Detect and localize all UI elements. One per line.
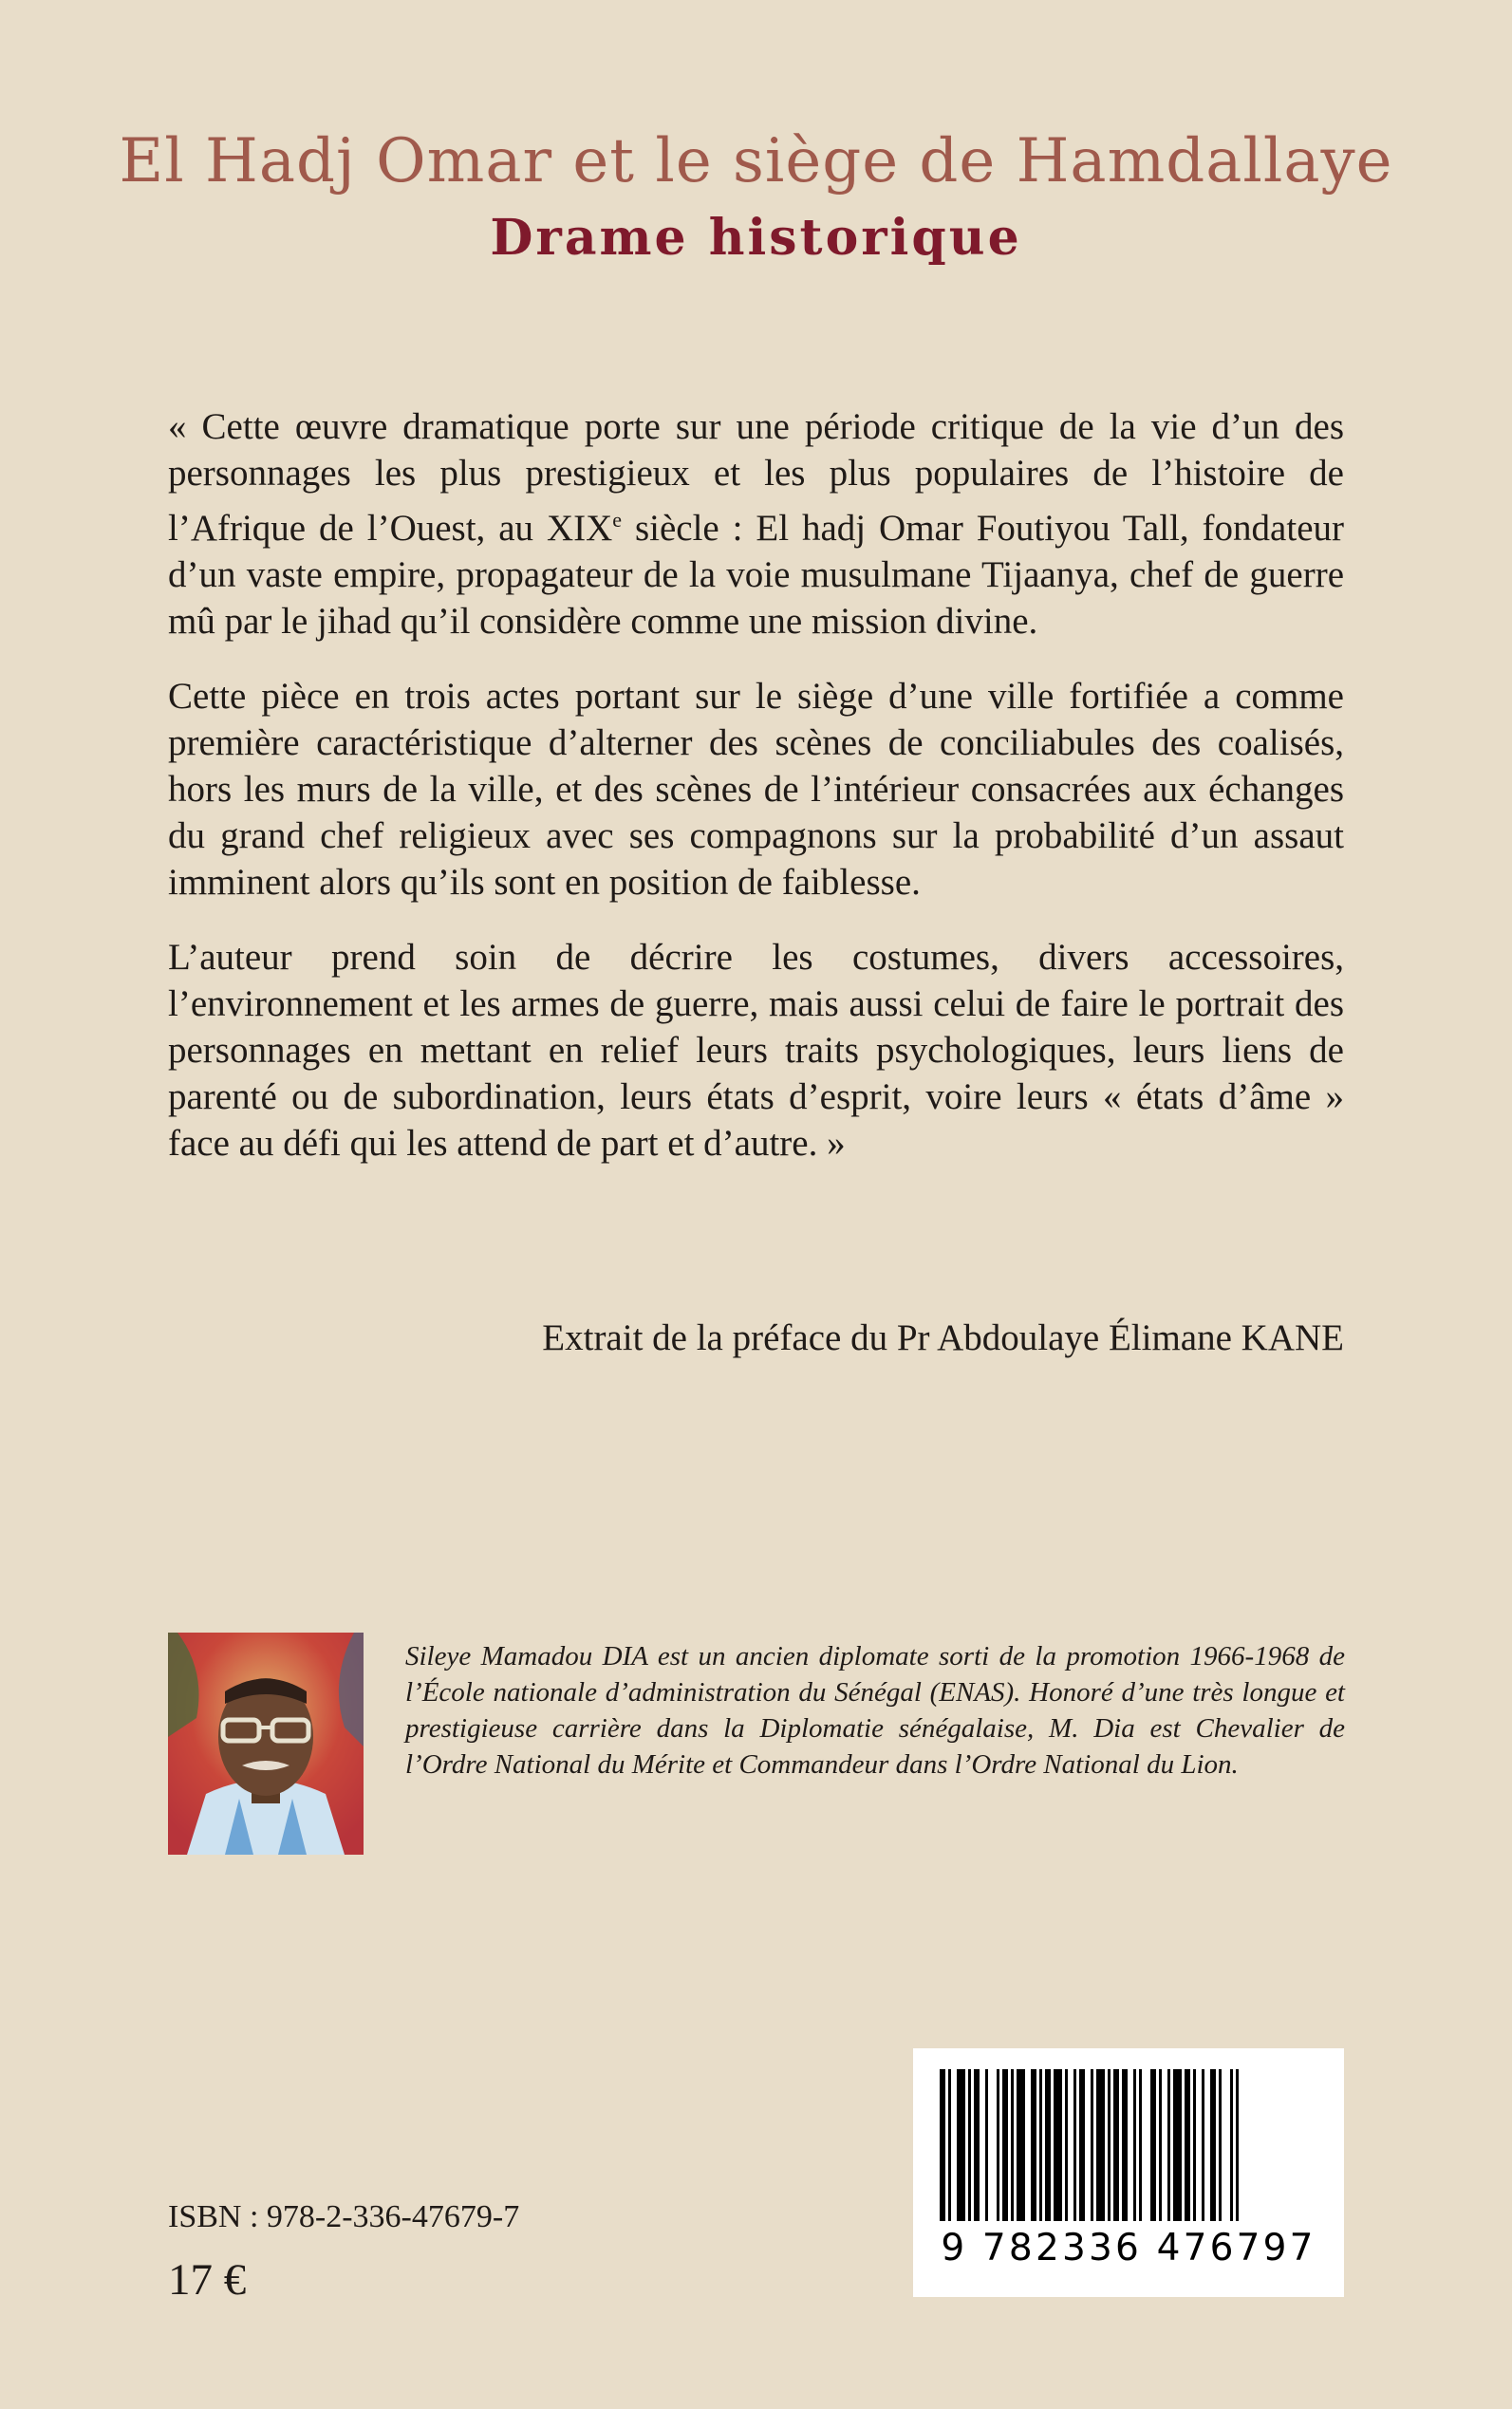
barcode-bar [1139,2069,1142,2221]
blurb-paragraph [168,403,1344,644]
barcode-bar [974,2069,980,2221]
barcode-bar [1108,2069,1111,2221]
author-photo [168,1633,364,1855]
barcode-bar [985,2069,988,2221]
barcode-bar [1045,2069,1051,2221]
blurb-text: siècle : El hadj Omar Foutiyou Tall, fondateur d’un vaste empire, propagateur de la voie musulmane Tijaanya, chef de guerre mû par le jihad qu’il considère comme une mission divine. [168,508,1344,642]
preface-attribution: Extrait de la préface du Pr Abdoulaye Élimane KANE [542,1317,1344,1358]
barcode-bar [1073,2069,1076,2221]
barcode-bar [1185,2069,1190,2221]
barcode-bar [1122,2069,1128,2221]
barcode-digits: 9 782336 476797 [941,2227,1316,2269]
barcode-bar [1039,2069,1042,2221]
barcode-bar [1054,2069,1062,2221]
barcode-bar [1079,2069,1085,2221]
book-title: El Hadj Omar et le siège de Hamdallaye [119,126,1393,196]
barcode-bar [997,2069,999,2221]
barcode-bar [1202,2069,1204,2221]
barcode-bar [1230,2069,1233,2221]
barcode-bar [1096,2069,1105,2221]
barcode [913,2048,1344,2297]
barcode-bar [1002,2069,1008,2221]
barcode-bar [1173,2069,1182,2221]
barcode-bar [1167,2069,1170,2221]
author-bio: Sileye Mamadou DIA est un ancien diplomate sorti de la promotion 1966-1968 de l’École nationale d’administration du Sénégal (ENAS). Honoré d’une très longue et prestigieuse carrière dans la Diplomatie sénégalaise, M. Dia est Chevalier de l’Ordre National du Mérite et Commandeur dans l’Ordre National du Lion. [405,1641,1345,1780]
barcode-bar [1017,2069,1025,2221]
blurb-paragraph: L’auteur prend soin de décrire les costumes, divers accessoires, l’environnement et les armes de guerre, mais aussi celui de faire le portrait des personnages en mettant en relief leurs traits psychologiques, leurs liens de parenté ou de subordination, leurs états d’esprit, voire leurs « états d’âme » face au défi qui les attend de part et d’autre. » [168,937,1344,1164]
barcode-bar [1011,2069,1014,2221]
barcode-bar [1236,2069,1239,2221]
barcode-bar [968,2069,971,2221]
barcode-bar [948,2069,951,2221]
barcode-bar [1150,2069,1156,2221]
barcode-bar [1210,2069,1216,2221]
isbn: ISBN : 978-2-336-47679-7 [168,2199,520,2234]
back-cover-blurb [168,403,1344,1195]
barcode-bar [940,2069,945,2221]
blurb-text: « Cette œuvre dramatique porte sur une période critique de la vie d’un des personnages les plus prestigieux et les plus populaires de l’histoire de l’Afrique de l’Ouest, au XIX [168,406,1344,549]
barcode-bar [1065,2069,1068,2221]
barcode-bar [1113,2069,1119,2221]
barcode-bar [957,2069,965,2221]
barcode-bar [1031,2069,1036,2221]
barcode-bar [1159,2069,1162,2221]
blurb-superscript: e [612,508,623,532]
author-portrait-image [168,1633,364,1855]
barcode-bar [1219,2069,1222,2221]
price: 17 € [168,2255,247,2305]
barcode-bar [1193,2069,1196,2221]
barcode-bar [1133,2069,1136,2221]
barcode-bar [1091,2069,1093,2221]
blurb-paragraph: Cette pièce en trois actes portant sur le siège d’une ville fortifiée a comme première caractéristique d’alterner des scènes de conciliabules des coalisés, hors les murs de la ville, et des scènes de l’intérieur consacrées aux échanges du grand chef religieux avec ses compagnons sur la probabilité d’un assaut imminent alors qu’ils sont en position de faiblesse. [168,676,1344,903]
barcode-bars [913,2048,1344,2238]
book-subtitle: Drame historique [490,209,1022,267]
